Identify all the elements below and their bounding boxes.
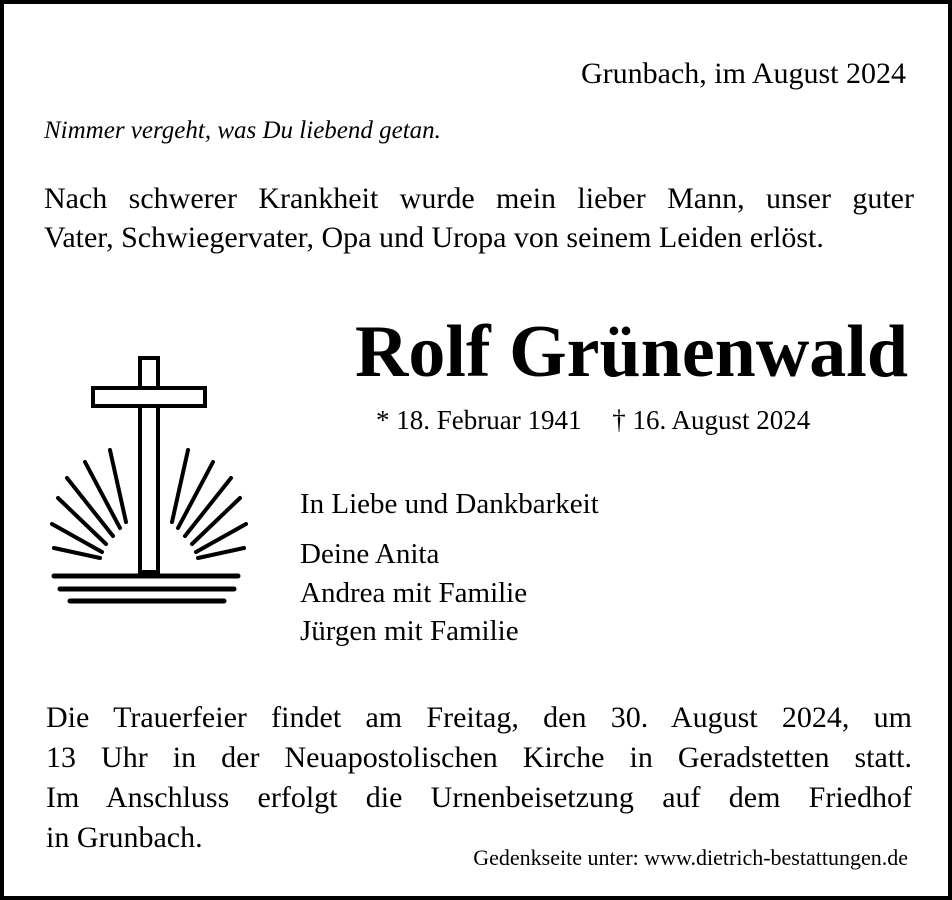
deceased-name: Rolf Grünenwald — [354, 311, 908, 393]
intro-line: Vater, Schwiegervater, Opa und Uropa von seinem Leiden erlöst. — [44, 221, 824, 254]
motto-quote: Nimmer vergeht, was Du liebend getan. — [44, 117, 441, 144]
intro-line: Nach schwerer Krankheit wurde mein lieber Mann, unser guter — [44, 182, 914, 215]
place-date: Grunbach, im August 2024 — [581, 57, 906, 90]
birth-date: * 18. Februar 1941 — [376, 405, 582, 435]
service-paragraph — [46, 698, 912, 858]
signers-list — [300, 535, 527, 651]
death-date: † 16. August 2024 — [612, 405, 811, 435]
service-line: in Grunbach. — [46, 821, 203, 854]
memorial-page-link: Gedenkseite unter: www.dietrich-bestattungen.de — [473, 845, 908, 870]
signer: Jürgen mit Familie — [300, 615, 519, 647]
service-line: Die Trauerfeier findet am Freitag, den 30. August 2024, um — [46, 701, 912, 734]
thanks-line: In Liebe und Dankbarkeit — [300, 488, 599, 520]
signer: Deine Anita — [300, 538, 440, 570]
life-dates — [376, 402, 810, 438]
service-line: Im Anschluss erfolgt die Urnenbeisetzung auf dem Friedhof — [46, 781, 912, 814]
intro-paragraph — [44, 179, 914, 257]
cross-sunrise-water-icon — [44, 354, 254, 614]
service-line: 13 Uhr in der Neuapostolischen Kirche in Geradstetten statt. — [46, 741, 912, 774]
signer: Andrea mit Familie — [300, 576, 528, 609]
